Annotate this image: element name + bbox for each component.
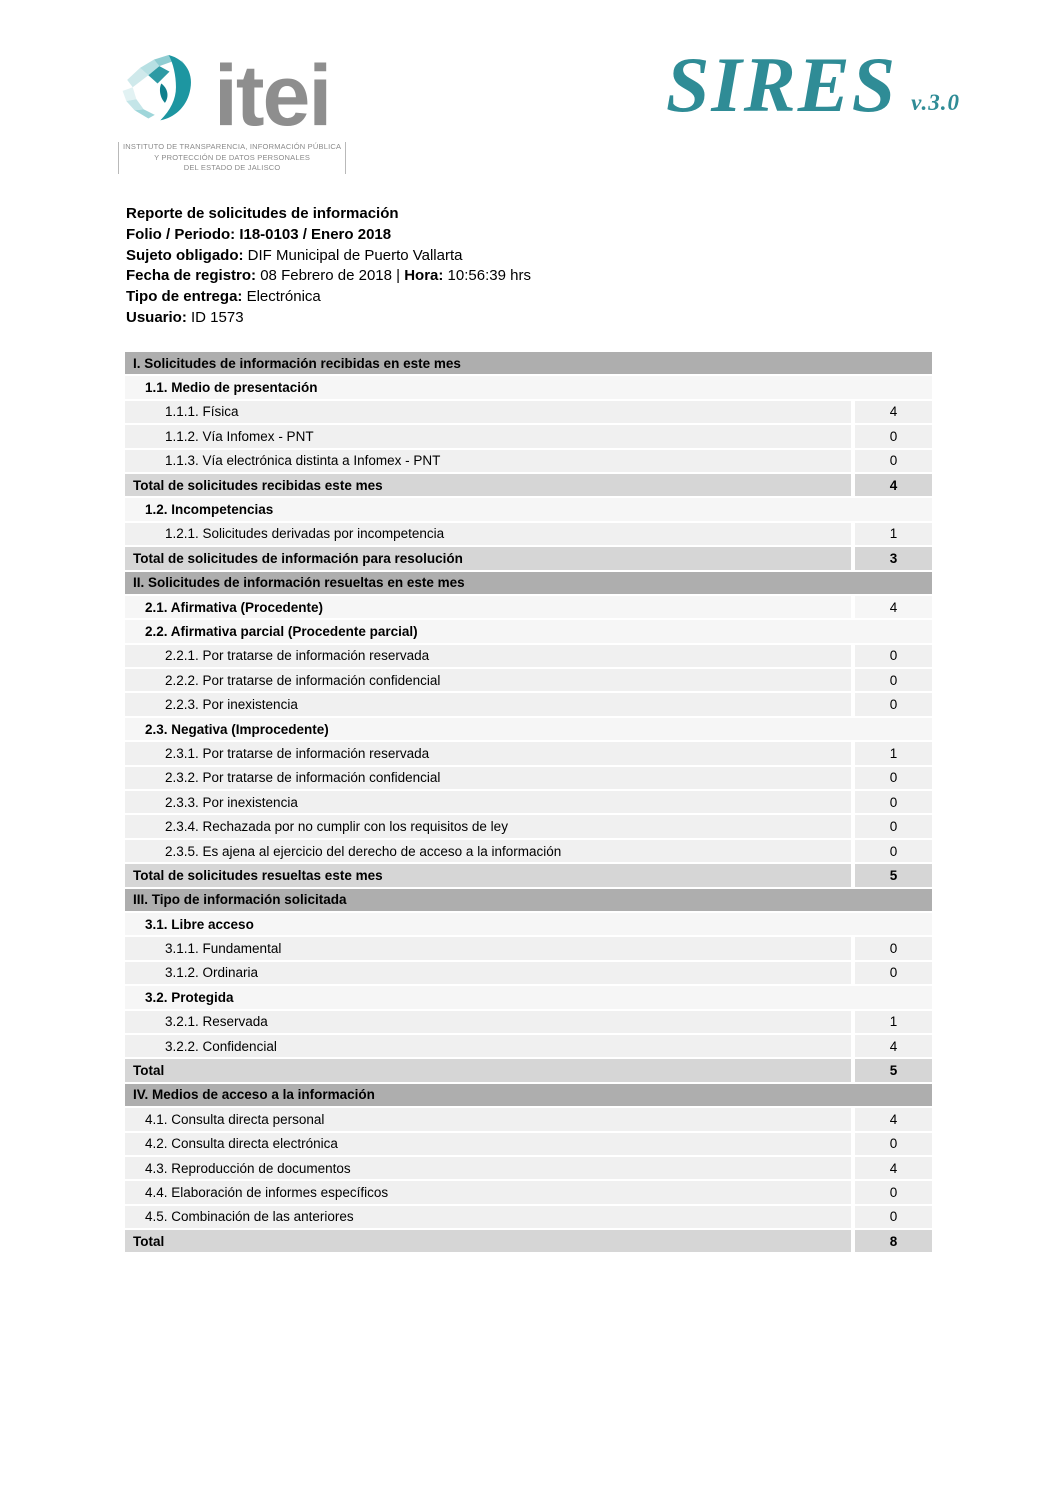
sires-wordmark: SIRES bbox=[666, 41, 898, 128]
row-value: 4 bbox=[855, 1108, 932, 1130]
row-label: 2.2.3. Por inexistencia bbox=[125, 693, 851, 715]
table-row-item bbox=[125, 1035, 932, 1057]
row-value: 4 bbox=[855, 596, 932, 618]
row-value: 0 bbox=[855, 840, 932, 862]
meta-value: 10:56:39 hrs bbox=[443, 267, 531, 285]
row-value: 4 bbox=[855, 1157, 932, 1179]
row-label: I. Solicitudes de información recibidas en este mes bbox=[125, 352, 932, 374]
table-row-item bbox=[125, 523, 932, 545]
row-value: 0 bbox=[855, 962, 932, 984]
table-row-subsection bbox=[125, 718, 932, 740]
row-value: 4 bbox=[855, 1035, 932, 1057]
meta-line bbox=[126, 287, 531, 308]
row-label: 2.2.1. Por tratarse de información reservada bbox=[125, 645, 851, 667]
table-row-item bbox=[125, 425, 932, 447]
meta-value: Electrónica bbox=[242, 288, 321, 306]
caption-right-bar bbox=[345, 142, 346, 174]
table-row-item bbox=[125, 840, 932, 862]
row-label: 3.1.1. Fundamental bbox=[125, 937, 851, 959]
meta-line bbox=[126, 225, 531, 246]
row-label: 1.1. Medio de presentación bbox=[125, 376, 932, 398]
table-row-total bbox=[125, 864, 932, 886]
itei-wordmark: itei bbox=[214, 47, 331, 144]
row-value: 0 bbox=[855, 815, 932, 837]
row-value: 0 bbox=[855, 791, 932, 813]
itei-caption-line: Y PROTECCIÓN DE DATOS PERSONALES bbox=[154, 152, 311, 162]
row-value: 0 bbox=[855, 693, 932, 715]
itei-caption-line: INSTITUTO DE TRANSPARENCIA, INFORMACIÓN PÚBLICA bbox=[123, 142, 342, 152]
row-label: 1.2.1. Solicitudes derivadas por incompetencia bbox=[125, 523, 851, 545]
meta-value: 08 Febrero de 2018 | bbox=[256, 267, 405, 285]
table-row-item bbox=[125, 1157, 932, 1179]
row-label: IV. Medios de acceso a la información bbox=[125, 1084, 932, 1106]
row-label: 3.2. Protegida bbox=[125, 986, 932, 1008]
row-value: 0 bbox=[855, 1133, 932, 1155]
itei-caption-line: DEL ESTADO DE JALISCO bbox=[183, 163, 281, 173]
meta-label: Sujeto obligado: bbox=[126, 246, 244, 264]
report-table bbox=[125, 352, 932, 1254]
sires-version: v.3.0 bbox=[911, 90, 961, 116]
meta-label: Usuario: bbox=[126, 308, 187, 326]
row-label: 1.1.1. Física bbox=[125, 401, 851, 423]
table-row-section bbox=[125, 1084, 932, 1106]
table-row-subsection bbox=[125, 596, 932, 618]
row-label: II. Solicitudes de información resueltas en este mes bbox=[125, 572, 932, 594]
meta-line bbox=[126, 308, 531, 329]
meta-label: Tipo de entrega: bbox=[126, 288, 243, 306]
row-label: 4.4. Elaboración de informes específicos bbox=[125, 1181, 851, 1203]
table-row-subsection bbox=[125, 376, 932, 398]
table-row-item bbox=[125, 401, 932, 423]
table-row-item bbox=[125, 791, 932, 813]
row-value: 0 bbox=[855, 937, 932, 959]
table-row-total bbox=[125, 547, 932, 569]
row-label: 2.3.3. Por inexistencia bbox=[125, 791, 851, 813]
row-value: 8 bbox=[855, 1230, 932, 1252]
row-label: 2.3. Negativa (Improcedente) bbox=[125, 718, 932, 740]
row-label: 2.2.2. Por tratarse de información confidencial bbox=[125, 669, 851, 691]
meta-label: Hora: bbox=[404, 267, 444, 285]
table-row-section bbox=[125, 572, 932, 594]
row-value: 4 bbox=[855, 401, 932, 423]
row-label: 3.1.2. Ordinaria bbox=[125, 962, 851, 984]
row-value: 0 bbox=[855, 767, 932, 789]
row-label: 3.2.2. Confidencial bbox=[125, 1035, 851, 1057]
row-label: 4.5. Combinación de las anteriores bbox=[125, 1206, 851, 1228]
row-label: Total de solicitudes recibidas este mes bbox=[125, 474, 851, 496]
table-row-subsection bbox=[125, 498, 932, 520]
table-row-item bbox=[125, 1011, 932, 1033]
table-row-item bbox=[125, 1206, 932, 1228]
row-label: Total bbox=[125, 1059, 851, 1081]
row-label: III. Tipo de información solicitada bbox=[125, 889, 932, 911]
row-value: 4 bbox=[855, 474, 932, 496]
meta-label: Folio / Periodo: I18-0103 / Enero 2018 bbox=[126, 225, 392, 243]
row-value: 1 bbox=[855, 1011, 932, 1033]
meta-line bbox=[126, 266, 531, 287]
table-row-item bbox=[125, 669, 932, 691]
row-value: 0 bbox=[855, 1206, 932, 1228]
meta-label: Fecha de registro: bbox=[126, 267, 257, 285]
table-row-subsection bbox=[125, 986, 932, 1008]
row-label: 2.3.1. Por tratarse de información reservada bbox=[125, 742, 851, 764]
row-label: Total de solicitudes de información para resolución bbox=[125, 547, 851, 569]
table-row-subsection bbox=[125, 620, 932, 642]
row-value: 0 bbox=[855, 425, 932, 447]
row-label: 2.2. Afirmativa parcial (Procedente parcial) bbox=[125, 620, 932, 642]
row-label: 2.3.2. Por tratarse de información confidencial bbox=[125, 767, 851, 789]
row-label: 1.1.2. Vía Infomex - PNT bbox=[125, 425, 851, 447]
row-value: 5 bbox=[855, 1059, 932, 1081]
row-value: 1 bbox=[855, 742, 932, 764]
table-row-item bbox=[125, 693, 932, 715]
sires-logo bbox=[666, 41, 961, 128]
row-label: Total bbox=[125, 1230, 851, 1252]
table-row-item bbox=[125, 645, 932, 667]
row-label: 3.2.1. Reservada bbox=[125, 1011, 851, 1033]
row-label: Total de solicitudes resueltas este mes bbox=[125, 864, 851, 886]
row-value: 3 bbox=[855, 547, 932, 569]
row-value: 0 bbox=[855, 450, 932, 472]
row-value: 0 bbox=[855, 645, 932, 667]
row-label: 4.3. Reproducción de documentos bbox=[125, 1157, 851, 1179]
row-label: 4.2. Consulta directa electrónica bbox=[125, 1133, 851, 1155]
meta-line bbox=[126, 246, 531, 267]
table-row-section bbox=[125, 352, 932, 374]
itei-globe-icon bbox=[118, 50, 210, 130]
meta-value: ID 1573 bbox=[186, 308, 244, 326]
row-value: 1 bbox=[855, 523, 932, 545]
row-label: 3.1. Libre acceso bbox=[125, 913, 932, 935]
itei-logo bbox=[118, 47, 342, 174]
row-value: 0 bbox=[855, 1181, 932, 1203]
row-value: 5 bbox=[855, 864, 932, 886]
row-label: 2.1. Afirmativa (Procedente) bbox=[125, 596, 851, 618]
meta-line bbox=[126, 204, 531, 225]
itei-caption bbox=[118, 142, 342, 174]
table-row-total bbox=[125, 1059, 932, 1081]
table-row-item bbox=[125, 1108, 932, 1130]
table-row-item bbox=[125, 937, 932, 959]
table-row-total bbox=[125, 474, 932, 496]
row-label: 1.1.3. Vía electrónica distinta a Infomex - PNT bbox=[125, 450, 851, 472]
table-row-item bbox=[125, 1181, 932, 1203]
report-meta bbox=[126, 204, 531, 329]
table-row-total bbox=[125, 1230, 932, 1252]
row-value: 0 bbox=[855, 669, 932, 691]
meta-label: Reporte de solicitudes de información bbox=[126, 205, 399, 222]
table-row-subsection bbox=[125, 913, 932, 935]
row-label: 1.2. Incompetencias bbox=[125, 498, 932, 520]
table-row-item bbox=[125, 450, 932, 472]
table-row-item bbox=[125, 767, 932, 789]
row-label: 4.1. Consulta directa personal bbox=[125, 1108, 851, 1130]
table-row-item bbox=[125, 742, 932, 764]
table-row-item bbox=[125, 962, 932, 984]
meta-value: DIF Municipal de Puerto Vallarta bbox=[243, 246, 463, 264]
row-label: 2.3.5. Es ajena al ejercicio del derecho de acceso a la información bbox=[125, 840, 851, 862]
table-row-section bbox=[125, 889, 932, 911]
table-row-item bbox=[125, 815, 932, 837]
table-row-item bbox=[125, 1133, 932, 1155]
row-label: 2.3.4. Rechazada por no cumplir con los requisitos de ley bbox=[125, 815, 851, 837]
